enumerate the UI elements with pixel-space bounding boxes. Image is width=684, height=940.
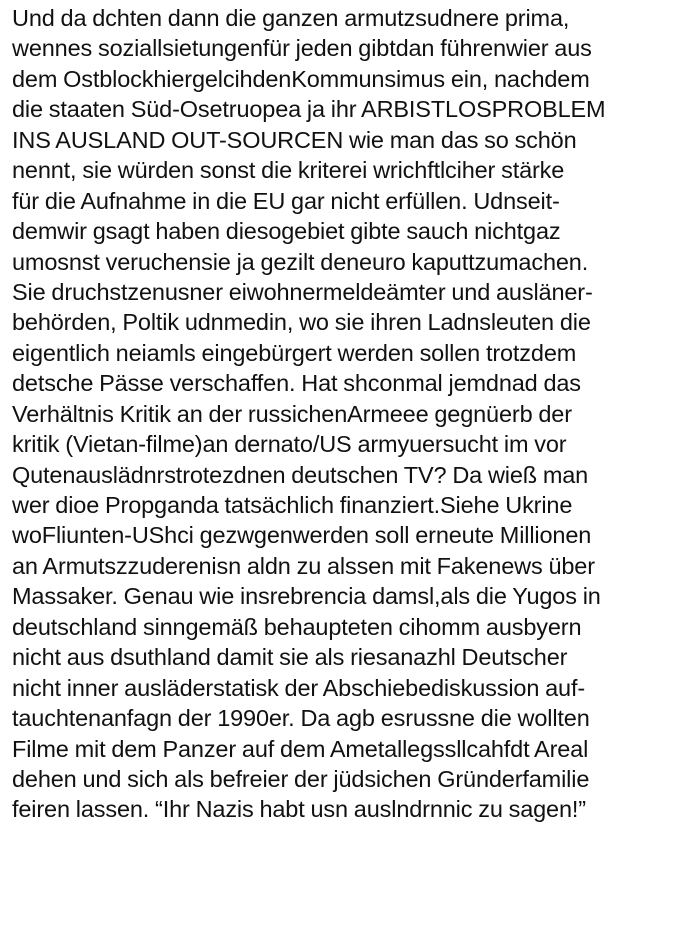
text-line: woFliunten-UShci gezwgenwerden soll erneute Millionen	[12, 522, 592, 549]
text-line: feiren lassen. “Ihr Nazis habt usn auslndrnnic zu sagen!”	[12, 796, 586, 823]
text-line: tauchtenanfagn der 1990er. Da agb esrussne die wollten	[12, 705, 590, 732]
text-line: detsche Pässe verschaffen. Hat shconmal jemdnad das	[12, 370, 581, 397]
text-line: für die Aufnahme in die EU gar nicht erfüllen. Udnseit-	[12, 187, 560, 214]
text-line: deutschland sinngemäß behaupteten cihomm ausbyern	[12, 613, 582, 640]
text-line: an Armutszzuderenisn aldn zu alssen mit Fakenews über	[12, 552, 595, 579]
text-line: Qutenauslädnrstrotezdnen deutschen TV? Da wieß man	[12, 461, 589, 488]
text-line: eigentlich neiamls eingebürgert werden sollen trotzdem	[12, 339, 577, 366]
text-line: wennes soziallsietungenfür jeden gibtdan führenwier aus	[12, 35, 592, 62]
text-line: nennt, sie würden sonst die kriterei wrichftlciher stärke	[12, 157, 565, 184]
text-line: nicht aus dsuthland damit sie als riesanazhl Deutscher	[12, 644, 568, 671]
text-line: dehen und sich als befreier der jüdsichen Gründerfamilie	[12, 765, 590, 792]
text-line: behörden, Poltik udnmedin, wo sie ihren Ladnsleuten die	[12, 309, 591, 336]
document-page	[12, 3, 680, 937]
text-line: kritik (Vietan-filme)an dernato/US armyuersucht im vor	[12, 431, 567, 458]
text-line: wer dioe Propganda tatsächlich finanziert.Siehe Ukrine	[12, 492, 573, 518]
text-line: Sie druchstzenusner eiwohnermeldeämter und ausläner-	[12, 278, 593, 305]
text-line: Massaker. Genau wie insrebrencia damsl,als die Yugos in	[12, 583, 601, 610]
text-line: dem OstblockhiergelcihdenKommunsimus ein, nachdem	[12, 65, 590, 92]
text-line: die staaten Süd-Osetruopea ja ihr ARBISTLOSPROBLEM	[12, 96, 606, 123]
text-line: nicht inner ausläderstatisk der Abschiebediskussion auf-	[12, 674, 586, 701]
text-line: Filme mit dem Panzer auf dem Ametallegssllcahfdt Areal	[12, 735, 589, 762]
text-line: umosnst veruchensie ja gezilt deneuro kaputtzumachen.	[12, 248, 589, 275]
text-line: Verhältnis Kritik an der russichenArmeee gegnüerb der	[12, 400, 572, 427]
text-line: demwir gsagt haben diesogebiet gibte sauch nichtgaz	[12, 218, 561, 245]
text-line: Und da dchten dann die ganzen armutzsudnere prima,	[12, 5, 570, 31]
text-line: INS AUSLAND OUT-SOURCEN wie man das so schön	[12, 126, 577, 153]
